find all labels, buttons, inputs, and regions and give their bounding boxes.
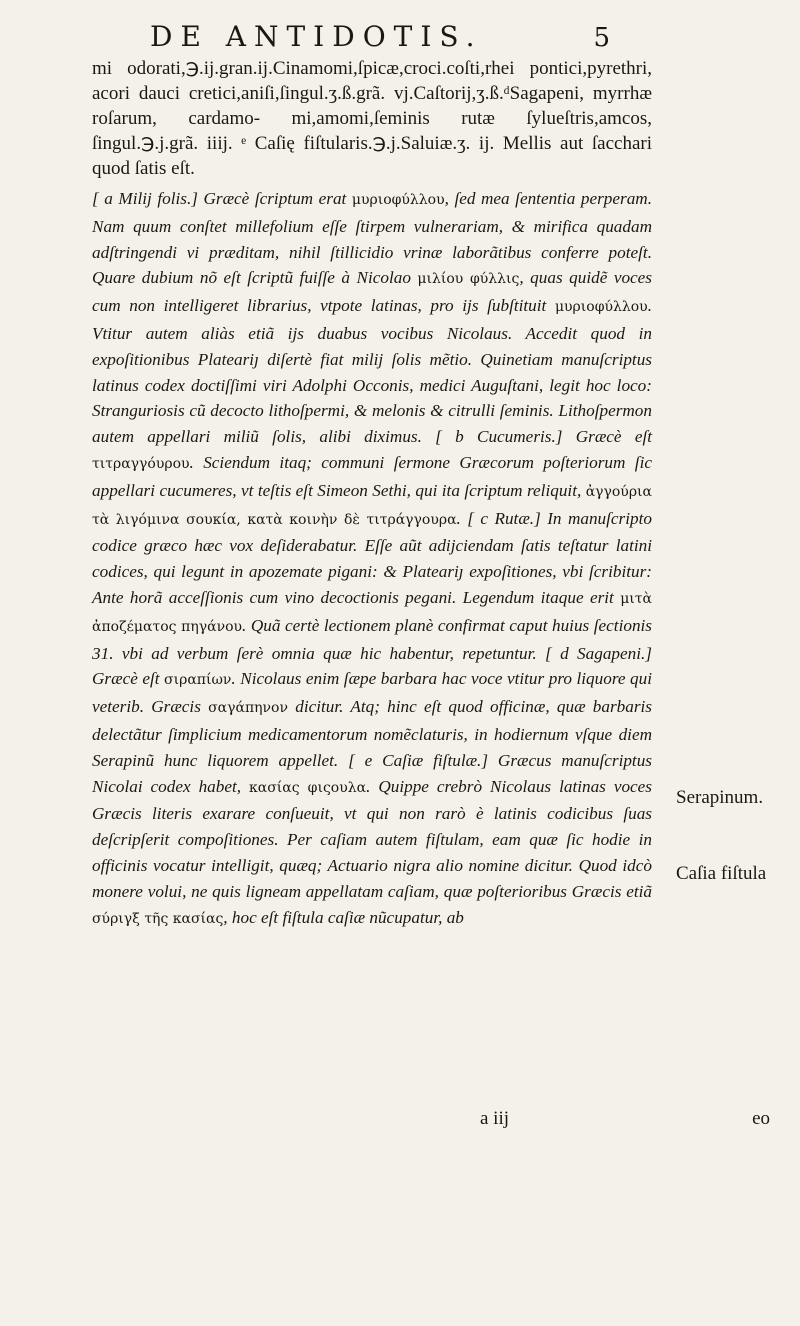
note-text: . Sciendum itaq; communi ſermone Græcorum poſteriorum ſic appellari cucumeres, vt teſtis eſt Simeon Sethi, qui ita ſcriptum reliquit, — [92, 452, 652, 500]
greek-text: σύριγξ τῆς κασίας — [92, 910, 224, 927]
note-text: [ a Milij folis.] Græcè ſcriptum erat — [92, 189, 352, 208]
greek-text: ἀγγούρια τὰ λιγόμινα σουκία, κατὰ κοινὴν δὲ τιτράγγουρα — [92, 483, 652, 528]
catchword: eo — [752, 1108, 770, 1129]
note-text: . Vtitur autem aliàs etiã ijs duabus vocibus Nicolaus. Accedit quod in expoſitionibus Plateariȷ diſertè fiat milij ſolis mẽtio. Quinetiam manuſcriptus latinus codex doctiſſimi viri Adolphi Occonis, medici Auguſtani, legit hoc loco: Stranguriosis cũ decocto lithoſpermi, & melonis & citrulli ſeminis. Lithoſpermon autem appellari miliũ ſolis, alibi diximus. [ b Cucumeris.] Græcè eſt — [92, 296, 652, 447]
running-title: DE ANTIDOTIS. — [150, 20, 483, 53]
signature-mark: a iij — [480, 1108, 510, 1129]
greek-text: μυριοφύλλου — [351, 192, 445, 208]
greek-text: τιτραγγόυρου — [92, 455, 190, 472]
greek-text: σιραπίων — [164, 672, 232, 689]
margin-note-serapinum: Serapinum. — [676, 787, 764, 808]
note-text: , quas quidẽ voces cum non intelligeret librarius, vtpote latinas, pro ijs ſubſtituit — [92, 268, 652, 316]
main-text-block — [92, 56, 652, 932]
note-text: . Quippe crebrò Nicolaus latinas voces Græcis literis exarare conſueuit, vt qui non rarò è latinis codicibus ſuas deſcripſerit compoſitiones. Per caſiam autem fiſtulam, eam quæ ſic hodie in officinis vocatur intelligit, quæq; Actuario nigra alio nomine dicitur. Quod idcò monere volui, ne quis ligneam appellatam caſiam, quæ poſterioribus Græcis etiã — [92, 776, 652, 901]
running-head — [150, 20, 610, 53]
page-number: 5 — [593, 23, 610, 53]
greek-text: μιτὰ ἀποζέματος πηγάνου — [92, 590, 652, 635]
note-text: , ſed mea ſententia perperam. Nam quum conſtet millefolium eſſe ſtirpem vulnerariam, & mirifica quadam adſtringendi vi præditam, nihil ſtillicidio vrinæ laborãtibus conferre poteſt. Quare dubium nõ eſt ſcriptũ fuiſſe à Nicolao — [92, 189, 652, 288]
greek-text: μιλίου φύλλις — [417, 271, 520, 288]
note-text: dicitur. Atq; hinc eſt quod officinæ, quæ barbaris delectãtur ſimplicium medicamentorum nomẽclaturis, in hodiernum vſque diem Serapinũ hunc liquorem appellet. [ e Caſiæ fiſtulæ.] Græcus manuſcriptus Nicolai codex habet, — [92, 697, 652, 796]
text-line: iiij. ᵉ Caſię fiſtularis.℈.j.Saluiæ.ʒ. ij. Mellis aut ſacchari — [206, 133, 652, 154]
greek-text: μυριοφύλλου — [554, 299, 648, 316]
annotations-paragraph — [92, 186, 652, 932]
text-line: quod ſatis eſt. — [92, 158, 195, 179]
greek-text: σαγάπηνον — [208, 700, 288, 717]
text-line: vj.Caſtorij,ʒ.ß.ᵈSagapeni, myrrhæ roſarum, cardamo- — [92, 83, 652, 129]
note-text: . Nicolaus enim ſæpe barbara hac voce vtitur pro liquore qui veterib. Græcis — [92, 669, 652, 717]
text-line: mi odorati,℈.ij.gran.ij.Cinamomi,ſpicæ,croci.coſti,rhei — [92, 58, 515, 79]
greek-text: κασίας φιςουλα — [249, 779, 367, 796]
text-line: pontici,pyrethri, acori dauci cretici,aniſi,ſingul.ʒ.ß.grã. — [92, 58, 653, 104]
note-text: . Quã certè lectionem planè confirmat caput huius ſectionis 31. vbi ad verbum ſerè omnia quæ hic habentur, repetuntur. [ d Sagapeni.] Græcè eſt — [92, 615, 652, 689]
recipe-paragraph — [92, 56, 652, 181]
margin-note-casia: Caſia fiſtula — [676, 863, 767, 884]
note-text: , hoc eſt fiſtula caſiæ nũcupatur, ab — [223, 907, 464, 927]
text-line: mi,amomi,ſeminis rutæ ſylueſtris,amcos, ſingul.℈.j.grã. — [92, 108, 652, 154]
note-text: . [ c Rutæ.] In manuſcripto codice græco hæc vox deſiderabatur. Eſſe aũt adijciendam ſatis teſtatur latini codices, qui legunt in apozemate pigani: & Plateariȷ expoſitiones, vbi ſcribitur: Ante horã acceſſionis cum vino decoctionis pegani. Legendum itaque erit — [92, 508, 652, 607]
page-footer — [480, 1108, 770, 1130]
